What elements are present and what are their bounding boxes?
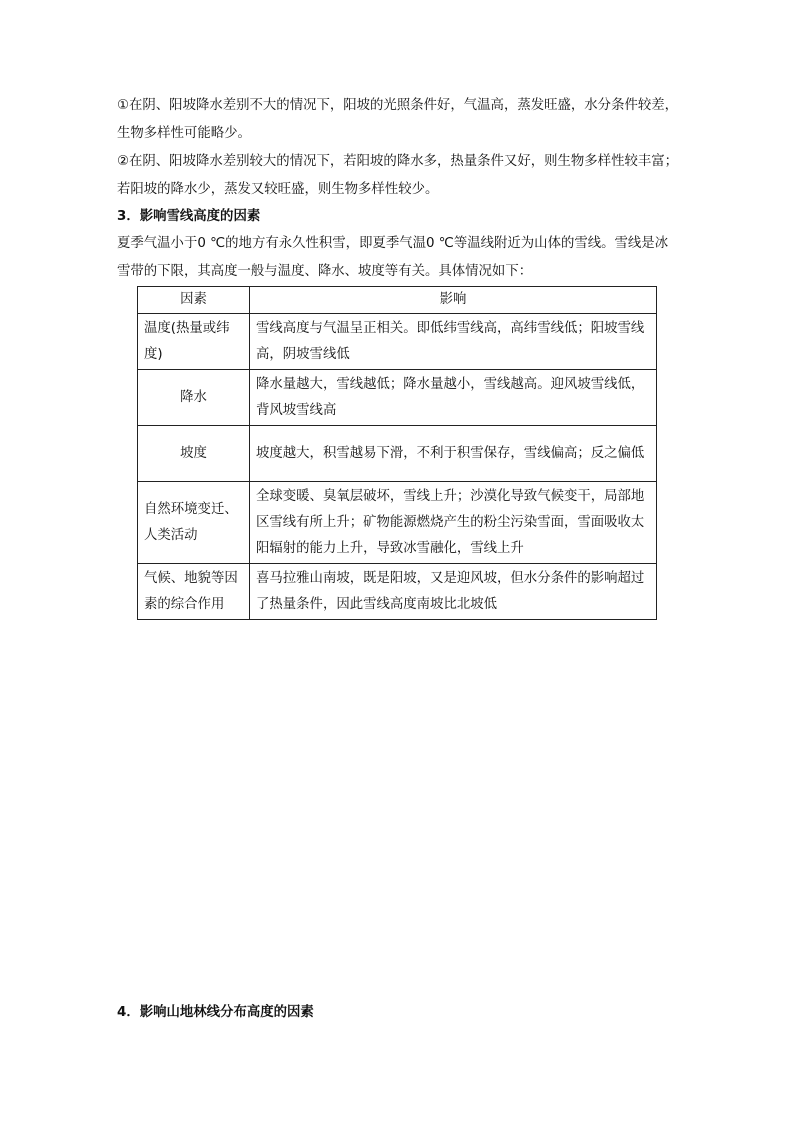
table-cell-factor: 坡度 [138, 426, 250, 482]
table-row [138, 482, 657, 564]
table-cell-impact: 降水量越大，雪线越低；降水量越小，雪线越高。迎风坡雪线低，背风坡雪线高 [250, 370, 657, 426]
table-row [138, 314, 657, 370]
table-cell-factor: 温度(热量或纬度) [138, 314, 250, 370]
table-row [138, 426, 657, 482]
table-cell-impact: 雪线高度与气温呈正相关。即低纬雪线高，高纬雪线低；阳坡雪线高，阴坡雪线低 [250, 314, 657, 370]
paragraph-2: ②在阴、阳坡降水差别较大的情况下，若阳坡的降水多，热量条件又好，则生物多样性较丰富；若阳坡的降水少，蒸发又较旺盛，则生物多样性较少。 [117, 154, 679, 197]
table-row [138, 370, 657, 426]
header-factor: 因素 [138, 287, 250, 314]
section-3-heading: 3．影响雪线高度的因素 [117, 209, 261, 224]
table-cell-impact: 喜马拉雅山南坡，既是阳坡，又是迎风坡，但水分条件的影响超过了热量条件，因此雪线高度南坡比北坡低 [250, 564, 657, 620]
table-row [138, 564, 657, 620]
table-cell-factor: 降水 [138, 370, 250, 426]
paragraph-1: ①在阴、阳坡降水差别不大的情况下，阳坡的光照条件好，气温高，蒸发旺盛，水分条件较差，生物多样性可能略少。 [117, 98, 679, 141]
table-header-row [138, 287, 657, 314]
header-impact: 影响 [250, 287, 657, 314]
section-3-intro: 夏季气温小于0 ℃的地方有永久性积雪，即夏季气温0 ℃等温线附近为山体的雪线。雪线是冰雪带的下限，其高度一般与温度、降水、坡度等有关。具体情况如下： [117, 236, 669, 279]
table-cell-impact: 全球变暖、臭氧层破坏，雪线上升；沙漠化导致气候变干，局部地区雪线有所上升；矿物能源燃烧产生的粉尘污染雪面，雪面吸收太阳辐射的能力上升，导致冰雪融化，雪线上升 [250, 482, 657, 564]
section-4-heading: 4．影响山地林线分布高度的因素 [117, 1005, 314, 1020]
table-cell-impact: 坡度越大，积雪越易下滑，不利于积雪保存，雪线偏高；反之偏低 [250, 426, 657, 482]
table-cell-factor: 气候、地貌等因素的综合作用 [138, 564, 250, 620]
table-cell-factor: 自然环境变迁、人类活动 [138, 482, 250, 564]
snowline-factors-table [137, 286, 657, 620]
